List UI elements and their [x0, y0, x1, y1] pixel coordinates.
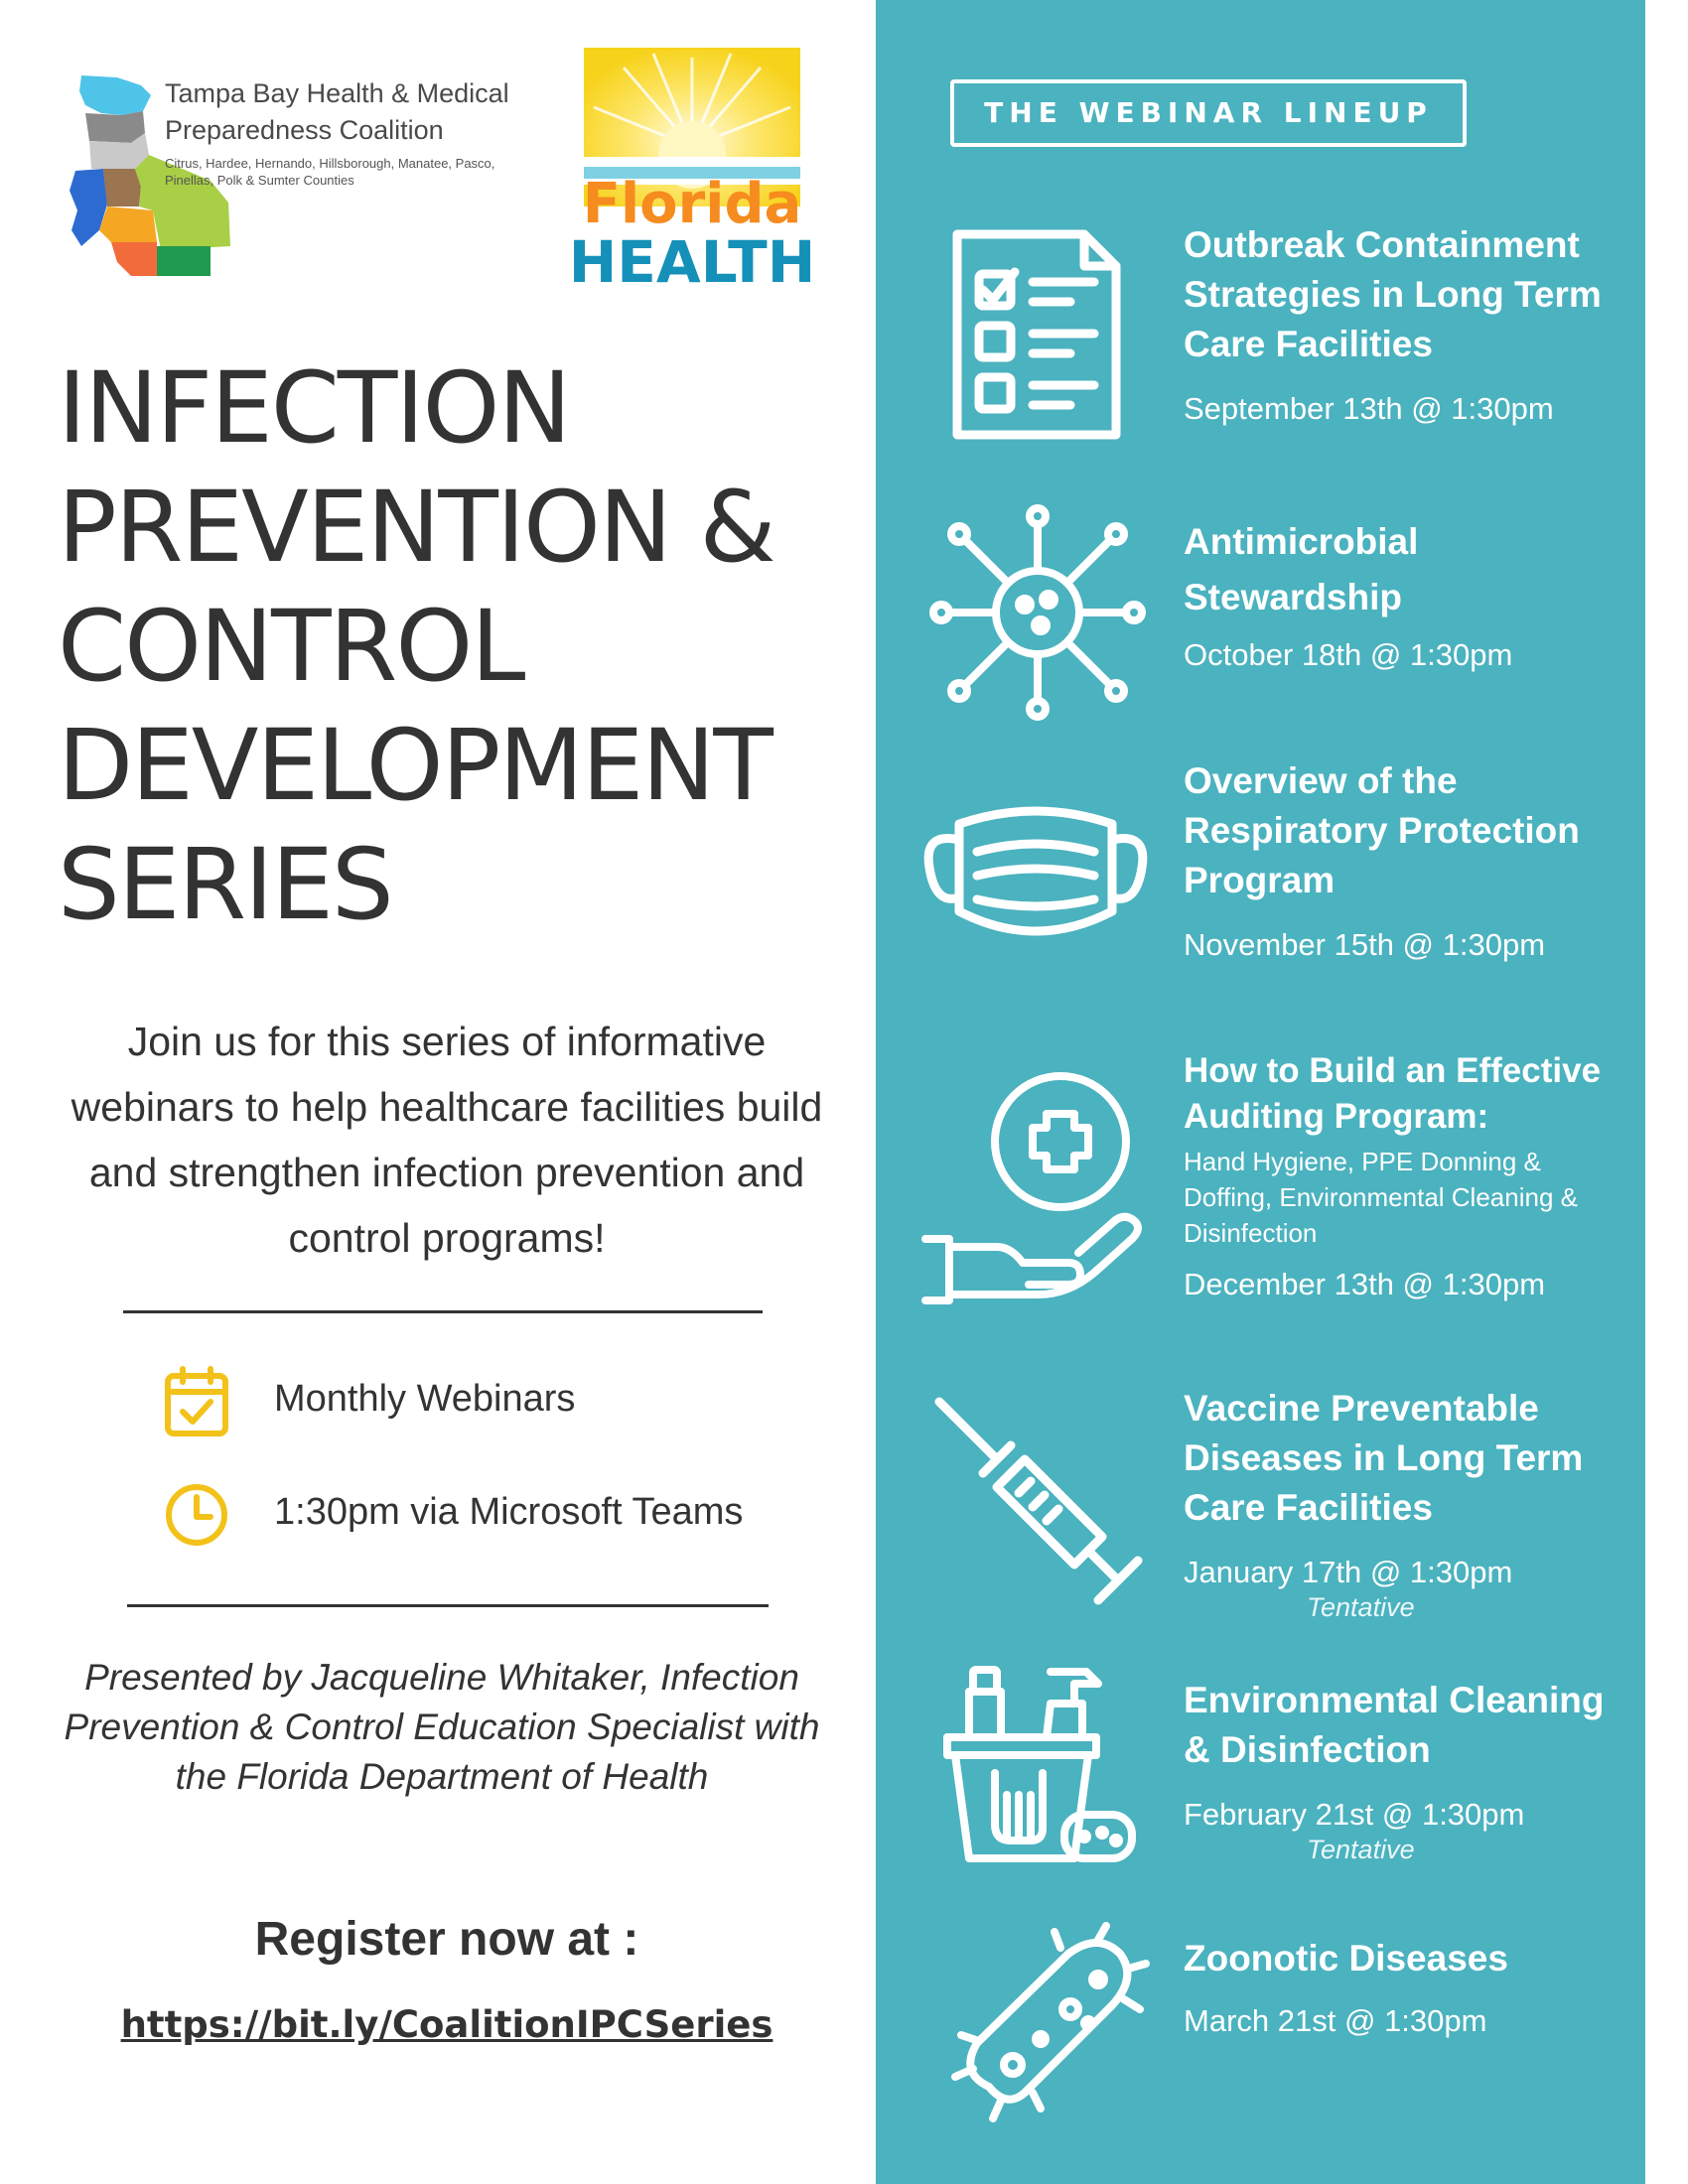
title-line: DEVELOPMENT [58, 709, 772, 823]
presenter-text: Presented by Jacqueline Whitaker, Infection Prevention & Control Education Specialist with the Florida Department of Health [64, 1657, 820, 1797]
webinar-date: January 17th @ 1:30pm [1184, 1555, 1513, 1589]
webinar-title: Outbreak Containment Strategies in Long Term Care Facilities [1184, 224, 1602, 364]
webinar-item [1184, 1934, 1620, 2039]
webinar-item [1184, 1676, 1620, 1865]
tentative-note: Tentative [1307, 1592, 1415, 1622]
face-mask-icon [919, 802, 1152, 951]
webinar-date: March 21st @ 1:30pm [1184, 2003, 1487, 2038]
coalition-counties: Citrus, Hardee, Hernando, Hillsborough, Manatee, Pasco, Pinellas, Polk & Sumter Counties [165, 156, 495, 188]
webinar-title: Antimicrobial Stewardship [1184, 521, 1419, 617]
divider [123, 1310, 763, 1313]
calendar-check-icon [163, 1366, 230, 1439]
florida-logo-line2: HEALTH [568, 228, 816, 296]
coalition-logo-text [165, 75, 522, 189]
title-line: CONTROL [58, 590, 524, 704]
florida-logo-line1: Florida [582, 172, 802, 236]
virus-icon [927, 502, 1148, 723]
page-title [58, 349, 774, 945]
registration-link[interactable]: https://bit.ly/CoalitionIPCSeries [120, 2003, 774, 2046]
register-label: Register now at : [254, 1913, 639, 1966]
webinar-subtitle: Hand Hygiene, PPE Donning & Doffing, Environmental Cleaning & Disinfection [1184, 1147, 1578, 1248]
syringe-icon [931, 1394, 1144, 1614]
webinar-item [1184, 514, 1620, 673]
bacteria-icon [949, 1924, 1148, 2130]
webinar-title: Overview of the Respiratory Protection Program [1184, 760, 1580, 900]
webinar-date: November 15th @ 1:30pm [1184, 927, 1546, 962]
frequency-text: Monthly Webinars [274, 1378, 576, 1420]
intro-text: Join us for this series of informative webinars to help healthcare facilities build and strengthen infection prevention and control programs! [70, 1019, 823, 1261]
title-line: SERIES [58, 828, 392, 942]
coalition-name: Tampa Bay Health & Medical Preparedness Coalition [165, 78, 509, 145]
lineup-heading: THE WEBINAR LINEUP [950, 79, 1467, 147]
clock-icon [163, 1481, 230, 1549]
webinar-item [1184, 1384, 1620, 1623]
webinar-date: February 21st @ 1:30pm [1184, 1797, 1525, 1832]
divider [127, 1604, 769, 1607]
webinar-date: December 13th @ 1:30pm [1184, 1267, 1546, 1301]
time-text: 1:30pm via Microsoft Teams [274, 1491, 744, 1533]
webinar-date: October 18th @ 1:30pm [1184, 637, 1513, 672]
tentative-note: Tentative [1307, 1835, 1415, 1864]
webinar-title: Vaccine Preventable Diseases in Long Term Care Facilities [1184, 1388, 1584, 1528]
cleaning-supplies-icon [939, 1664, 1138, 1868]
webinar-title: How to Build an Effective Auditing Program: [1184, 1051, 1602, 1136]
webinar-title: Environmental Cleaning & Disinfection [1184, 1680, 1605, 1770]
webinar-item [1184, 1048, 1620, 1302]
title-line: INFECTION [58, 351, 570, 466]
title-line: PREVENTION & [58, 471, 774, 585]
hand-medical-icon [919, 1068, 1152, 1306]
webinar-date: September 13th @ 1:30pm [1184, 391, 1554, 426]
checklist-icon [945, 222, 1130, 447]
webinar-item [1184, 220, 1620, 427]
webinar-title: Zoonotic Diseases [1184, 1938, 1508, 1979]
webinar-item [1184, 756, 1620, 963]
florida-health-logo [568, 48, 816, 296]
